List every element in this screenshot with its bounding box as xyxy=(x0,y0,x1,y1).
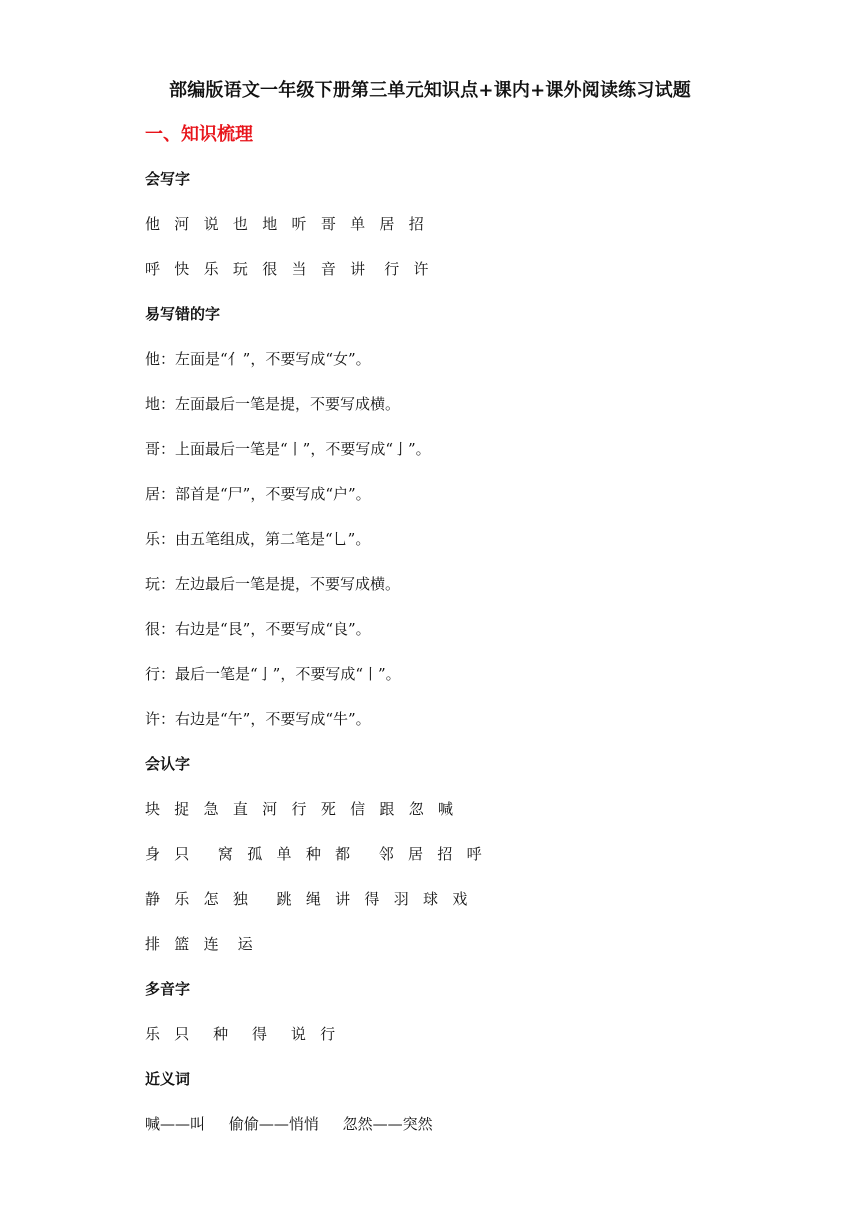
synonyms-heading: 近义词 xyxy=(145,1070,191,1088)
synonyms-row: 喊——叫 偷偷——悄悄 忽然——突然 xyxy=(145,1115,433,1133)
error-char-item: 乐：由五笔组成，第二笔是“乚”。 xyxy=(145,530,371,548)
polyphones-row: 乐 只 种 得 说 行 xyxy=(145,1025,336,1043)
error-char-item: 他：左面是“亻”，不要写成“女”。 xyxy=(145,350,371,368)
section-title: 一、知识梳理 xyxy=(145,124,253,145)
polyphones-heading: 多音字 xyxy=(145,980,191,998)
recognize-chars-row: 静 乐 怎 独 跳 绳 讲 得 羽 球 戏 xyxy=(145,890,468,908)
write-chars-row: 呼 快 乐 玩 很 当 音 讲 行 许 xyxy=(145,260,429,278)
document-title: 部编版语文一年级下册第三单元知识点+课内+课外阅读练习试题 xyxy=(169,80,691,101)
recognize-chars-row: 身 只 窝 孤 单 种 都 邻 居 招 呼 xyxy=(145,845,482,863)
error-char-item: 哥：上面最后一笔是“丨”，不要写成“亅”。 xyxy=(145,440,431,458)
error-chars-heading: 易写错的字 xyxy=(145,305,221,323)
error-char-item: 玩：左边最后一笔是提，不要写成横。 xyxy=(145,575,401,593)
recognize-chars-heading: 会认字 xyxy=(145,755,191,773)
recognize-chars-row: 排 篮 连 运 xyxy=(145,935,253,953)
error-char-item: 行：最后一笔是“亅”，不要写成“丨”。 xyxy=(145,665,401,683)
error-char-item: 地：左面最后一笔是提，不要写成横。 xyxy=(145,395,401,413)
recognize-chars-row: 块 捉 急 直 河 行 死 信 跟 忽 喊 xyxy=(145,800,454,818)
write-chars-heading: 会写字 xyxy=(145,170,191,188)
error-char-item: 许：右边是“午”，不要写成“牛”。 xyxy=(145,710,371,728)
write-chars-row: 他 河 说 也 地 听 哥 单 居 招 xyxy=(145,215,424,233)
error-char-item: 居：部首是“尸”，不要写成“户”。 xyxy=(145,485,371,503)
error-char-item: 很：右边是“艮”，不要写成“良”。 xyxy=(145,620,371,638)
